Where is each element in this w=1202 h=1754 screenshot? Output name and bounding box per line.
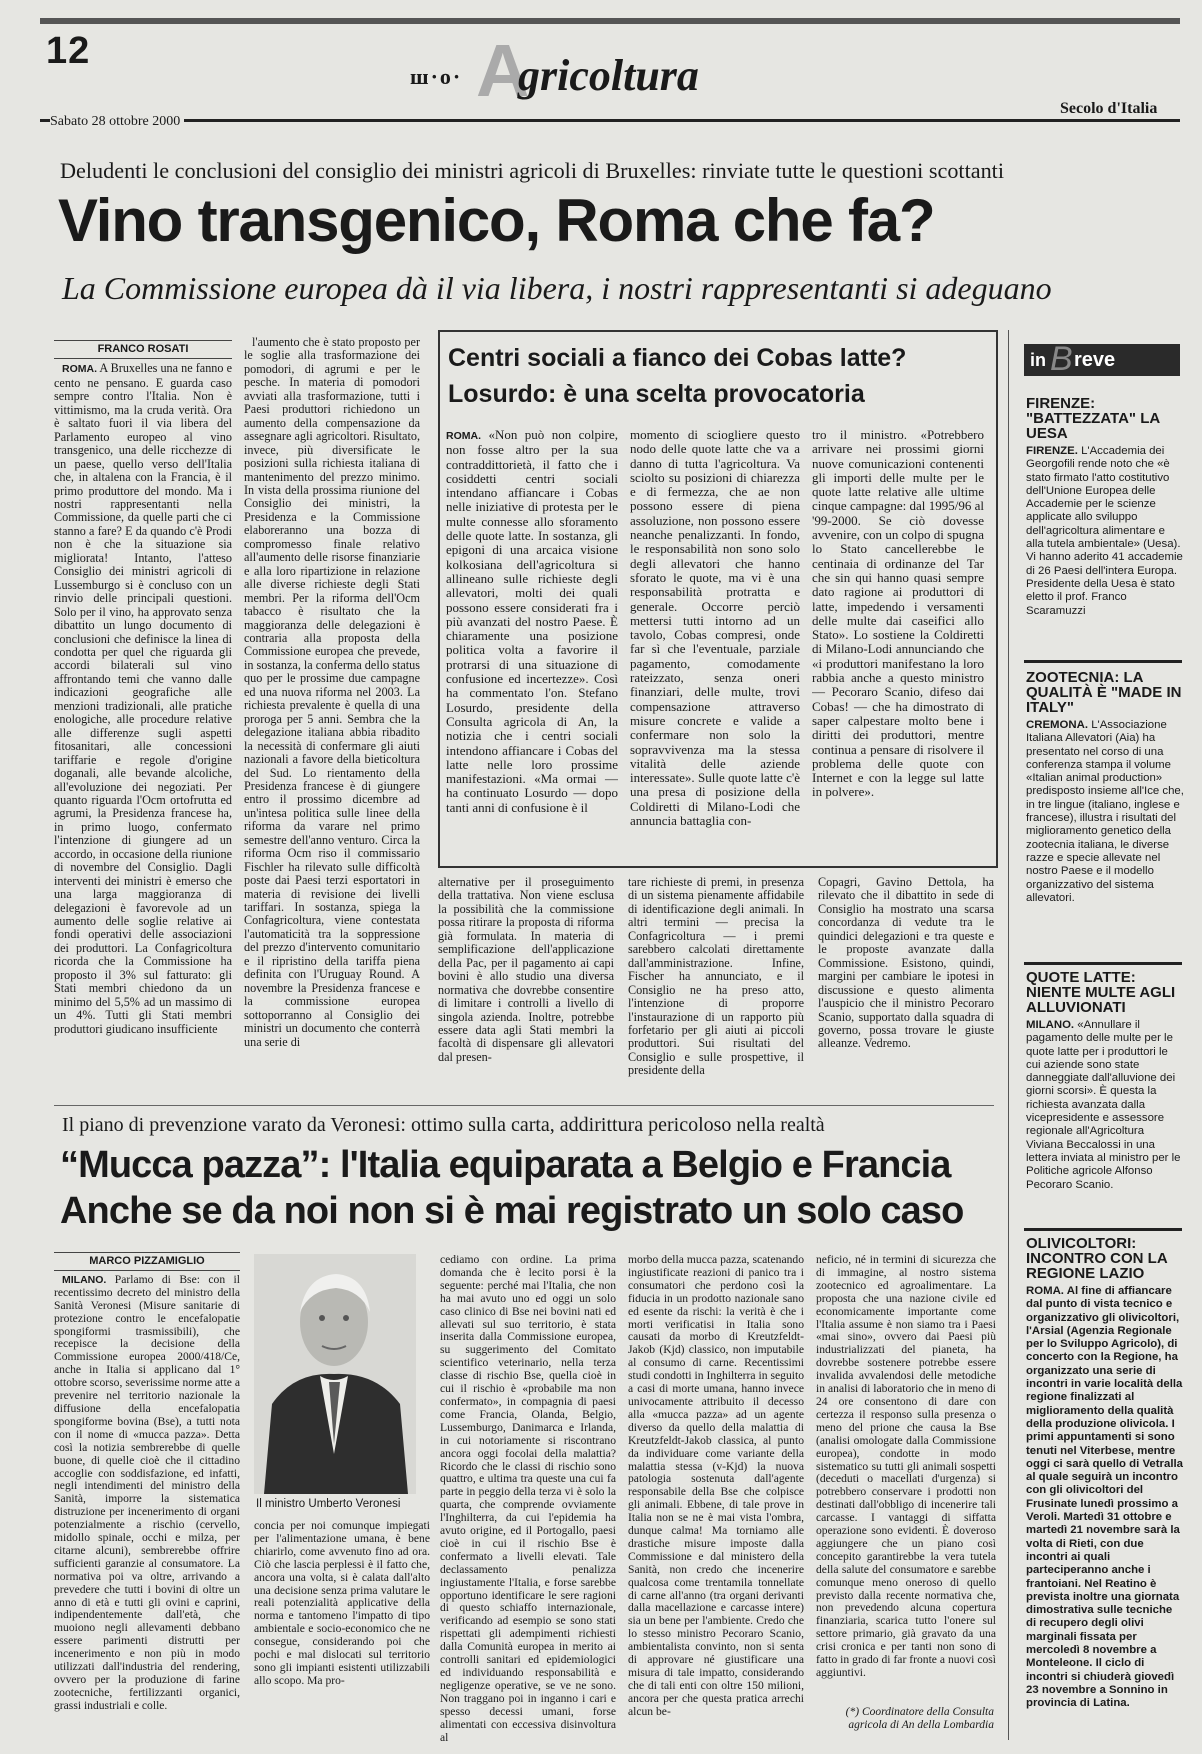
page-number: 12: [46, 30, 91, 72]
portrait-illustration: [254, 1254, 416, 1494]
brevi-rule-1: [1024, 660, 1182, 663]
logo-prefix: ш·о·: [410, 64, 463, 89]
author-signature: (*) Coordinatore della Consulta agricola di An della Lombardia: [845, 1706, 994, 1731]
box-col-1: [446, 428, 618, 852]
main-headline: Vino transgenico, Roma che fa?: [58, 187, 935, 254]
brevi-item-1: FIRENZE: "BATTEZZATA" LA UESA FIRENZE. L'Accademia dei Georgofili rende noto che «è stato firmato l'atto costitutivo dell'Unione Europea delle Accademie per le scienze applicate allo sviluppo dell'agricoltura alimentare e alla tutela ambientale» (Uesa). Vi hanno aderito 41 accademie di 26 Paesi dell'intera Europa. Presidente della Uesa è stato eletto il prof. Franco Scaramuzzi: [1026, 396, 1183, 617]
brevi-rule-2: [1024, 962, 1182, 965]
masthead-rule: [40, 119, 1180, 122]
brevi-item-3: QUOTE LATTE: NIENTE MULTE AGLI ALLUVIONATI MILANO. «Annullare il pagamento delle multe per le quote latte per i produttori le cui aziende sono state danneggiate dall'alluvione dei giorni scorsi». È questa la richiesta avanzata dalla vicepresidente e assessore regionale all'Agricoltura Viviana Beccalossi in una lettera inviata al ministro per le Politiche agricole Alfonso Pecoraro Scanio.: [1026, 970, 1181, 1191]
box-col-1-text: ROMA. «Non può non colpire, non fosse altro per la sua contraddittorietà, il fatto che i cosiddetti centri sociali intendano affiancare i Cobas nelle iniziative di protesta per le multe connesse allo sforamento delle quote latte. In sostanza, gli epigoni di una arcaica visione kolkosiana dell'agricoltura si allineano sulle richieste degli allevatori, molti dei quali possono essere considerati fra i più avanzati del nostro Paese. È chiaramente una posizione politica volta a favorire il protrarsi di una situazione di confusione ed incertezze». Così ha commentato l'on. Stefano Losurdo, presidente della Consulta agricola di An, la notizia che i centri sociali intendono affiancare i Cobas del latte nelle loro prossime manifestazioni. «Ma ormai — ha continuato Losurdo — dopo tanti anni di confusione è il: [446, 428, 618, 815]
photo-caption: Il ministro Umberto Veronesi: [256, 1498, 401, 1510]
brevi-item-4: OLIVICOLTORI: INCONTRO CON LA REGIONE LAZIO ROMA. Al fine di affiancare dal punto di vista tecnico e organizzativo gli olivicoltori, l'Arsial (Agenzia Regionale per lo Sviluppo Agricolo), di concerto con la Regione, ha organizzato una serie di incontri in varie località della regione finalizzati al miglioramento della qualità della produzione olivicola. I primi appuntamenti si sono tenuti nel Viterbese, mentre oggi ci sarà quello di Vetralla al quale seguirà un incontro con gli olivicoltori del Frusinate lunedì prossimo a Veroli. Martedì 31 ottobre e martedì 21 novembre sarà la volta di Rieti, con due incontri ai quali parteciperanno anche i frantoiani. Nel Reatino è prevista inoltre una giornata dimostrativa sulle tecniche di recupero degli olivi marginali fissata per mercoledì 8 novembre a Monteleone. Il ciclo di incontri si chiuderà giovedì 23 novembre a Sonnino in provincia di Latina.: [1026, 1236, 1183, 1710]
section-divider: [54, 1105, 994, 1106]
main-kicker: Deludenti le conclusioni del consiglio dei ministri agricoli di Bruxelles: rinviate tutte le questioni scottanti: [60, 158, 1005, 183]
issue-date: Sabato 28 ottobre 2000: [50, 114, 184, 130]
main-col-1: [54, 340, 232, 1148]
logo-cap: A: [476, 29, 530, 112]
section-logo: [410, 29, 740, 112]
mucca-col-3: cediamo con ordine. La prima domanda che è lecito porsi è la seguente: perché mai l'Italia, che non ha mai avuto uno ed oggi un solo caso clinico di Bse nei bovini nati ed allevati sul suo territorio, è stata inserita dalla Commissione europea, su suggerimento del Comitato scientifico veterinario, nella terza classe di rischio Bse, quella cioè in cui il rischio è «probabile ma non confermato», in compagnia di paesi come Francia, Olanda, Belgio, Lussemburgo, Danimarca e Irlanda, in cui notoriamente si riscontrano ancora oggi focolai della malattia? Ricordo che le classi di rischio sono quattro, e ultima tra queste una cui fa parte in peggio della terza vi è solo la quarta, che comprende ovviamente l'Inghilterra, da cui l'epidemia ha avuto origine, ed il Portogallo, paesi cioè in cui il rischio Bse è confermato a livelli elevati. Tale declassamento penalizza ingiustamente l'Italia, e forse sarebbe opportuno identificare le sere ragioni di questo schiaffo internazionale, verificando ad esempio se sono stati rispettati gli adempimenti richiesti dalla Comunità europea in merito ai controlli sanitari ed epidemiologici ed individuando responsabilità e negligenze operative, se ve ne sono. Non traggano poi in inganno i cari e spesso decessi umani, forse alimentati con eccessiva disinvoltura al: [440, 1254, 616, 1744]
box-col-2: [630, 428, 800, 852]
author-byline: FRANCO ROSATI: [54, 340, 232, 359]
main-col-5: Copagri, Gavino Dettola, ha rilevato che il dibattito in sede di Consiglio ha mostrato una scarsa concordanza di vedute tra le quindici delegazioni e tra queste e le proposte avanzate dalla Commissione. Esistono, quindi, margini per cambiare le ipotesi in discussione e questo alimenta l'auspicio che il ministro Pecoraro Scanio, supportato dalla squadra di governo, possa trovare le giuste alleanze. Vedremo.: [818, 876, 994, 1051]
box-headline-1: Centri sociali a fianco dei Cobas latte?: [448, 344, 907, 372]
main-subheadline: La Commissione europea dà il via libera, i nostri rappresentanti si adeguano: [62, 270, 1052, 306]
box-headline-2: Losurdo: è una scelta provocatoria: [448, 380, 865, 408]
brevi-item-2: ZOOTECNIA: LA QUALITÀ È "MADE IN ITALY" CREMONA. L'Associazione Italiana Allevatori (Aia) ha presentato nel corso di una conferenza stampa il volume «Italian animal production» predisposto insieme all'Ice che, in tre lingue (italiano, inglese e francese), illustra i risultati del miglioramento genetico della zootecnia italiana, le diverse razze e specie allevate nel nostro Paese e il modello organizzativo del sistema allevatori.: [1026, 670, 1184, 904]
dateline: ROMA.: [62, 363, 97, 376]
main-col-1-text: ROMA. A Bruxelles una ne fanno e cento ne pensano. E guarda caso sempre contro l'Italia. Non è vittimismo, ma la cruda verità. Ora è saltato fuori il via libera del Parlamento europeo al vino transgenico, una delle ricchezze di un paese, quello verso dell'Italia che, in altalena con la Francia, è il primo produttore del mondo. Ma i nostri rappresentanti nella Commissione, da quelle parti che ci stanno a fare? E da quando c'è Prodi non è che la situazione sia migliorata! Intanto, l'atteso Consiglio dei ministri agricoli di Lussemburgo si è concluso con un rinvio delle principali questioni. Solo per il vino, ha approvato senza dibattito un lungo documento di conclusioni che definisce la linea di condotta per quel che riguarda gli accordi bilaterali sul vino affrontando temi che vanno dalle indicazioni geografiche alle menzioni tradizionali, alle pratiche enologiche, alle procedure relative alle differenze sugli aspetti fitosanitari, alle concessioni tariffarie e regole d'origine doganali, alle bevande alcoliche, all'evoluzione dei negoziati. Per quanto riguarda l'Ocm ortofrutta ed agrumi, la Presidenza francese ha, in primo luogo, confermato l'intenzione di giungere ad un accordo, in occasione della riunione di novembre del Consiglio. Dagli interventi dei ministri è emerso che una larga maggioranza di delegazioni è favorevole ad un aumento delle soglie relative ai fondi operativi delle associazioni dei produttori. La Confagricoltura ricorda che la Commissione ha proposto il 3% sul fatturato: gli Stati membri chiedono da un minimo del 5,5% ad un massimo di un 4%. Tutti gli Stati membri produttori giudicano insufficiente: [54, 361, 232, 1036]
mucca-headline-1: “Mucca pazza”: l'Italia equiparata a Belgio e Francia: [60, 1144, 951, 1186]
brevi-label: in B reve: [1024, 344, 1180, 376]
mucca-kicker: Il piano di prevenzione varato da Veronesi: ottimo sulla carta, addirittura pericoloso nella realtà: [62, 1114, 825, 1136]
box-col-3-text: tro il ministro. «Potrebbero arrivare nei prossimi giorni nuove comunicazioni contenenti gli importi delle multe per le quote latte relative alle ultime cinque campagne: dal 1995/96 al '99-2000. Se ciò dovesse avvenire, con un colpo di spugna lo Stato cancellerebbe le centinaia di ordinanze del Tar che sin qui hanno quasi sempre dato ragione ai produttori di latte, impedendo i versamenti delle multe dai caseifici allo Stato». Lo sostiene la Coldiretti di Milano-Lodi annunciando che «i produttori manifestano la loro rabbia anche a questo ministro — Pecoraro Scanio, difeso dai Cobas! — che ha dimostrato di saper calpestare molto bene i diritti dei produttori, mentre continua a pensare di risolvere il problema delle quote con Internet e con la legge sul latte in polvere».: [812, 428, 984, 800]
box-col-3: [812, 428, 984, 852]
newspaper-name: Secolo d'Italia: [1060, 100, 1158, 117]
main-col-4: tare richieste di premi, in presenza di un sistema pienamente affidabile di identificazione degli animali. In altri termini — precisa la Confagricoltura — i premi sarebbero calcolati direttamente dall'amministrazione. Infine, Fischer ha annunciato, e il Consiglio ne ha preso atto, l'intenzione di proporre l'instaurazione di un rapporto più forfetario per gli aiuti ai piccoli produttori. Sui risultati del Consiglio e sulle prospettive, il presidente della: [628, 876, 804, 1078]
main-col-2: [244, 336, 420, 1148]
main-col-3: alternative per il proseguimento della trattativa. Non viene esclusa la possibilità che la commissione possa ritirare la proposta di riforma già formulata. In materia di semplificazione dell'applicazione della Pac, per il pagamento ai capi bovini è allo studio una diversa normativa che dovrebbe consentire di limitare i controlli a livello di singola azienda. Inoltre, potrebbe essere data agli Stati membri la facoltà di dispensare gli allevatori dal presen-: [438, 876, 614, 1064]
mucca-col-1: MARCO PIZZAMIGLIO MILANO. Parlamo di Bse: con il recentissimo decreto del ministro della Sanità Veronesi (Misure sanitarie di protezione contro le encefalopatie spongiformi trasmissibili), che recepisce la decisione della Commissione europea 2000/418/Ce, anche in Italia si applicano dal 1° ottobre scorso, severissime norme atte a prevenire nel territorio nazionale la diffusione della encefalopatia spongiforme bovina (Bse), a tutti nota con il nome di «mucca pazza». Detta così la notizia sembrerebbe di quelle buone, di quelle cioè che il cittadino accoglie con soddisfazione, ed infatti, negli intendimenti del ministro della Sanità, imporre la sistematica distruzione per incenerimento di organi potenzialmente a rischio (cervello, midollo spinale, occhi e milza, per citarne alcuni), sembrerebbe offrire sufficienti garanzie al consumatore. La normativa poi va oltre, arrivando a prevedere che tutti i bovini di oltre un anno di età e tutti gli ovini e caprini, indipendentemente dall'età, che muoiono negli allevamenti debbano essere parimenti distrutti per incenerimento e non più in modo utilizzati dall'industria del rendering, ovvero per la produzione di farine zootecniche, fertilizzanti organici, grassi industriali e colle.: [54, 1252, 240, 1748]
brevi-rule-3: [1024, 1228, 1182, 1231]
mucca-col-5: neficio, né in termini di sicurezza che di immagine, al nostro sistema zootecnico ed agroalimentare. La proposta che una nazione civile ed economicamente importante come l'Italia assume è non siamo tra i Paesi «mai sino», ovvero dai Paesi più industrializzati del pianeta, ha dovrebbe sostenere potrebbe essere invalida avvalendosi delle metodiche in analisi di laboratorio che in meno di 24 ore consentono di dare con certezza il responso sulla presenza o meno del prione che causa la Bse (analisi omologate dalla Commissione europea), condotte in modo sistematico su tutti gli animali sospetti (deceduti o macellati d'urgenza) si potrebbero conservare i prodotti non destinati dall'obbligo di incenerire tali carcasse. I vantaggi di siffatta operazione sono evidenti. È doveroso aggiungere che un piano così concepito garantirebbe la vera tutela della salute del consumatore e sarebbe comunque meno oneroso di quello previsto dalla recente normativa che, non prevedendo alcuna copertura finanziaria, scarica tutto l'onere sul settore primario, già gravato da una crisi cronica e per tanti non sono di fatto in grado di far fronte a nuovi così aggiuntivi.: [816, 1254, 996, 1679]
mucca-col-2: concia per noi comunque impiegati per l'alimentazione umana, è bene chiarirlo, come avvenuto fino ad ora. Ciò che lascia perplessi è il fatto che, ancora una volta, si è calata dall'alto una decisione senza prima valutare le reali potenzialità applicative della norma e tantomeno l'impatto di tipo ambientale e socio-economico che ne consegue, considerando poi che pochi e mal dislocati sul territorio sono gli impianti esistenti utilizzabili allo scopo. Ma pro-: [254, 1520, 430, 1687]
mucca-col-4: morbo della mucca pazza, scatenando ingiustificate reazioni di panico tra i consumatori che perdono così la fiducia in un prodotto nazionale sano ed esente da rischi: la verità è che i morti verificatisi in Italia sono causati da morbo di Kreutzfeldt-Jakob (Kjd) classico, non imputabile al consumo di carne. Recentissimi studi condotti in Inghilterra in seguito a casi di morte umana, hanno invece univocamente attribuito il decesso alla «mucca pazza» ad un agente diverso da quello della malattia di Kreutzfeldt-Jakob classica, al punto da individuare come variante della malattia stessa (v-Kjd) la nuova patologia sostenuta dall'agente responsabile della Bse che colpisce gli animali. Ebbene, di tale prove in Italia non se ne è mai vista l'ombra, dunque calma! Ma torniamo alle drastiche misure imposte dalla Commissione e dal ministero della Sanità, non credo che incenerire qualcosa come trentamila tonnellate di carne all'anno (tra organi derivanti dalla macellazione e carcasse intere) sia un bene per l'ambiente. Credo che lo stesso ministro Pecoraro Scanio, ambientalista convinto, non si senta di approvare né giustificare una misura di tale impatto, considerando che di tali enti con oltre 150 milioni, ancora per che questa pratica arrechi alcun be-: [628, 1254, 804, 1718]
mucca-author: MARCO PIZZAMIGLIO: [54, 1252, 240, 1271]
section-title: gricoltura: [518, 51, 699, 100]
box-col-2-text: momento di sciogliere questo nodo delle quote latte che va a danno di tutta l'agricoltura. Va sciolto su posizioni di chiarezza e di fermezza, che ae non possono essere di piena assoluzione, non possono essere neanche penalizzanti. In fondo, le responsabilità non sono solo degli allevatori che hanno sforato le quote, ma vi è una responsabilità protratta e generale. Occorre perciò mettersi tutti intorno ad un tavolo, Cobas compresi, onde far sì che l'eventuale, parziale pagamento, comodamente rateizzato, senza oneri finanziari, delle multe, trovi compensazione attraverso misure concrete e valide a confermare non solo la sopravvivenza ma la stessa vitalità delle aziende interessate». Sulle quote latte c'è una presa di posizione della Coldiretti di Milano-Lodi che annuncia battaglia con-: [630, 428, 800, 829]
mucca-headline-2: Anche se da noi non si è mai registrato un solo caso: [60, 1190, 964, 1232]
main-col-2-text: l'aumento che è stato proposto per le soglie alla trasformazione dei pomodori, di agrumi e per le pesche. In materia di pomodori avviati alla trasformazione, tutti i Paesi produttori richiedono un aumento della compensazione da assegnare agli agricoltori. Risultato, invece, più diversificate le posizioni sulla richiesta italiana di mantenimento del prezzo minimo. In vista della prossima riunione del Consiglio dei ministri, la Presidenza e la Commissione elaboreranno una bozza di compromesso finale relativo all'aumento delle risorse finanziarie e alla loro ripartizione in relazione alle diverse richieste degli Stati membri. Per la riforma dell'Ocm tabacco è risultato che la maggioranza delle delegazioni è contraria alla proposta della Commissione europea che prevede, in sostanza, la conferma dello status quo per le prossime due campagne ed una nuova riforma nel 2003. La richiesta prevalente è quella di una proroga per 5 anni. Sembra che la delegazione italiana abbia ribadito la necessità di confermare gli aiuti nazionali a favore della bieticoltura del Sud. Lo rientamento della Presidenza francese è di giungere entro il prossimo dicembre ad un'intesa politica sulle linee della riforma da varare nel primo semestre dell'anno venturo. Circa la riforma Ocm riso il commissario Fischler ha rilevato sulle difficoltà poste dai Paesi terzi esportatori in materia di revisione dei livelli tariffari. In sostanza, spiega la Confagricoltura, viene contestata l'automaticità tra la soppressione del prezzo d'intervento comunitario e il ripristino della tariffa piena definita con l'Uruguay Round. A novembre la Presidenza francese e la commissione europea sottoporranno al Consiglio dei ministri un documento che conterrà una serie di: [244, 336, 420, 1049]
minister-photo: [254, 1254, 416, 1494]
brevi-title: FIRENZE: "BATTEZZATA" LA UESA: [1026, 396, 1160, 442]
brevi-divider: [1008, 330, 1009, 1740]
top-rule: [40, 18, 1180, 24]
